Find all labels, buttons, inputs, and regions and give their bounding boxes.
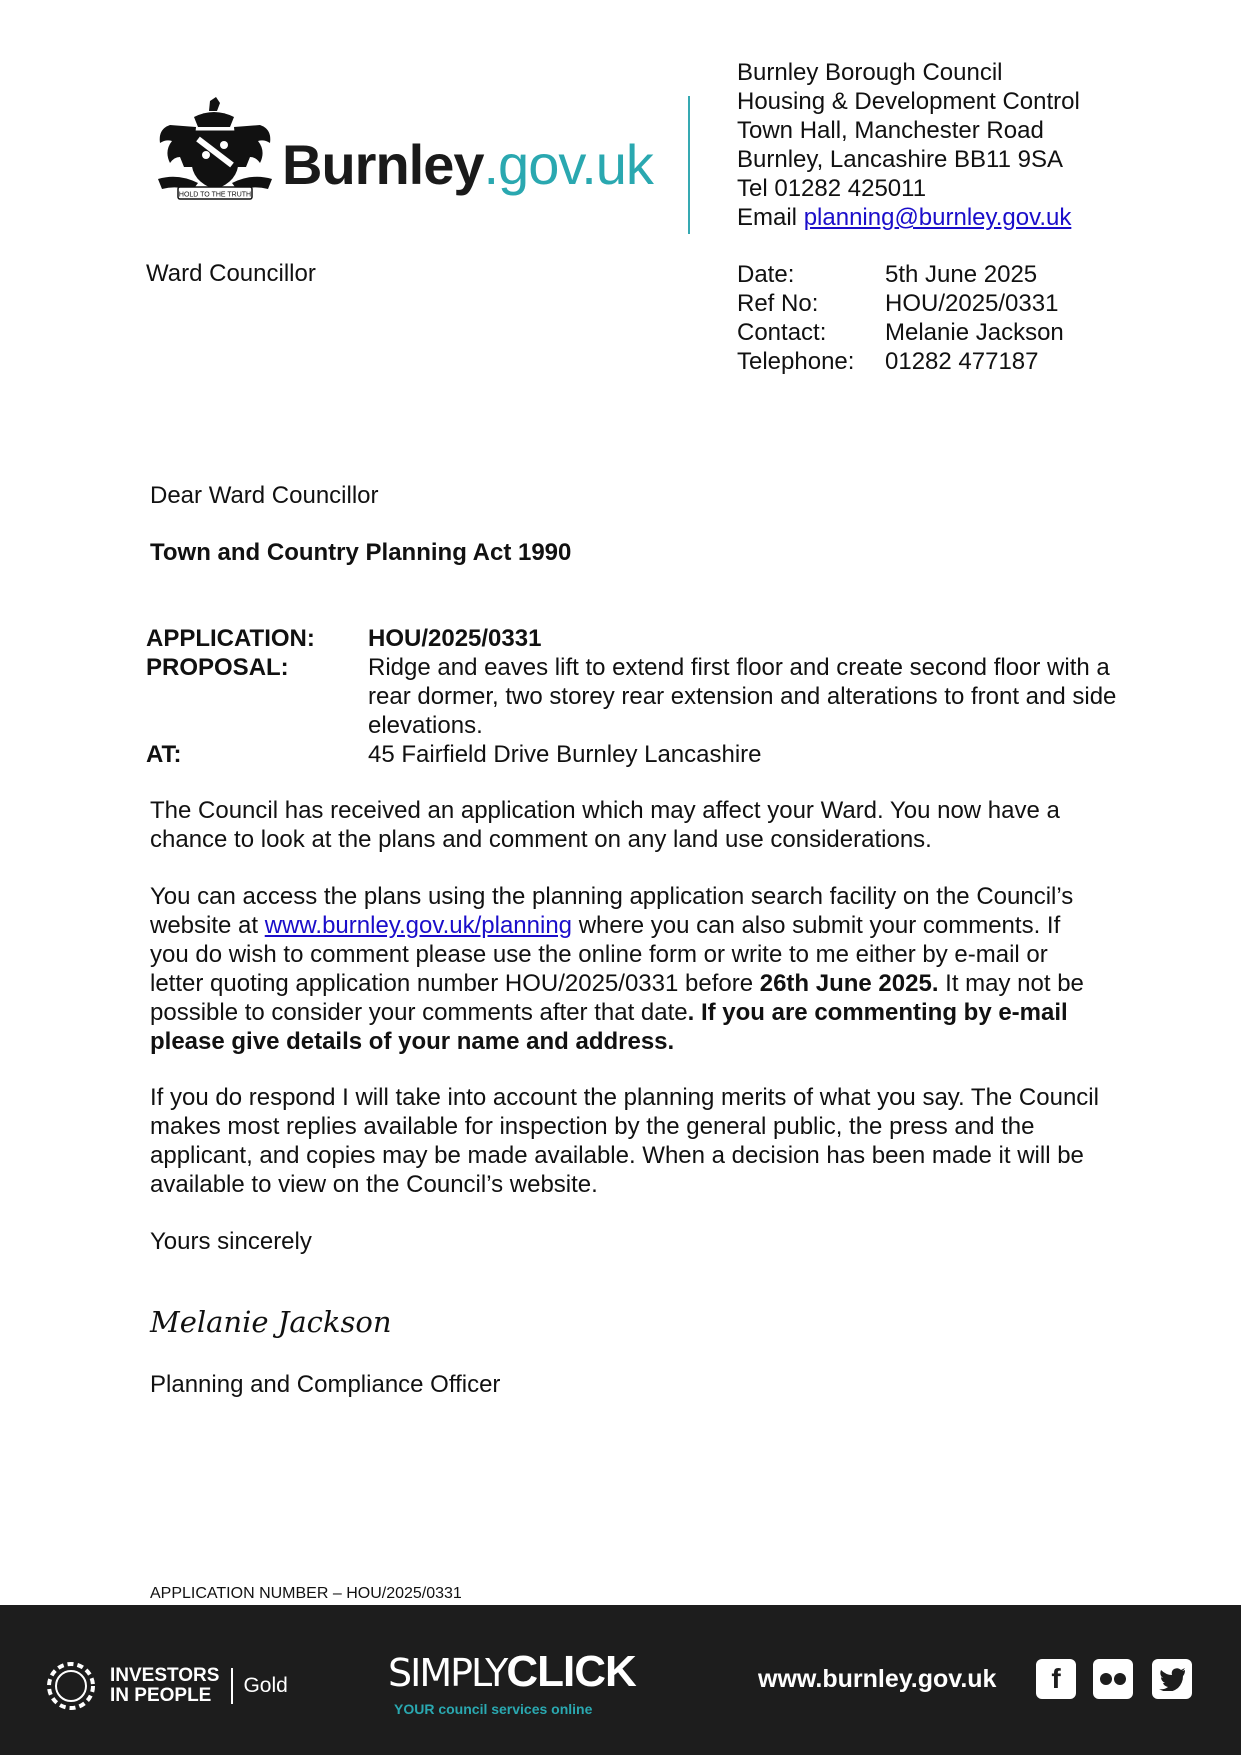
- paragraph-2-after-deadline: It may not be possible to consider your comments after that date: [150, 970, 1084, 1026]
- email-line: [737, 203, 1080, 232]
- address-line: Town Hall, Manchester Road: [737, 117, 1044, 144]
- flickr-icon[interactable]: [1093, 1659, 1133, 1699]
- address-line: Burnley Borough Council: [737, 59, 1003, 86]
- ref-label: Ref No:: [737, 290, 819, 317]
- simply-click-wordmark: [388, 1647, 636, 1697]
- paragraph-3: If you do respond I will take into account the planning merits of what you say. The Council makes most replies available for inspection by the general public, the press and the applicant, and copies may be made available. When a decision has been made it will be available to view on the Council’s website.: [150, 1084, 1099, 1198]
- ref-value: HOU/2025/0331: [885, 290, 1059, 317]
- council-address: [737, 58, 1080, 232]
- paragraph-2-intro: You can access the plans using the planning application search facility on the Council’s website at: [150, 883, 1074, 939]
- footer-bar: [0, 1605, 1241, 1755]
- telephone-value: 01282 477187: [885, 348, 1039, 375]
- application-details: [146, 624, 1146, 769]
- iip-level: Gold: [231, 1668, 287, 1704]
- twitter-bird-icon: [1158, 1667, 1186, 1691]
- date-label: Date:: [737, 261, 795, 288]
- email-label: Email: [737, 204, 798, 231]
- letter-meta: [737, 260, 1064, 376]
- simply-word: SIMPLY: [388, 1651, 507, 1695]
- paragraph-2: [150, 882, 1100, 1056]
- paragraph-1: The Council has received an application which may affect your Ward. You now have a chance to look at the plans and comment on any land use considerations.: [150, 797, 1060, 853]
- proposal-text: Ridge and eaves lift to extend first floor and create second floor with a rear dormer, two storey rear extension and alterations to front and side elevations.: [368, 654, 1117, 739]
- application-label: APPLICATION:: [146, 625, 315, 652]
- footer-application-number: APPLICATION NUMBER – HOU/2025/0331: [150, 1585, 462, 1602]
- address-line: Burnley, Lancashire BB11 9SA: [737, 146, 1063, 173]
- planning-website-link[interactable]: www.burnley.gov.uk/planning: [264, 912, 573, 939]
- click-word: CLICK: [506, 1647, 636, 1696]
- email-instructions: . If you are commenting by e-mail please give details of your name and address.: [150, 999, 1068, 1055]
- laurel-icon: [44, 1659, 98, 1713]
- email-link[interactable]: planning@burnley.gov.uk: [803, 204, 1072, 231]
- contact-label: Contact:: [737, 319, 827, 346]
- header-divider: [688, 96, 690, 234]
- iip-line-2: IN PEOPLE: [110, 1685, 212, 1706]
- crest-motto: HOLD TO THE TRUTH: [178, 191, 252, 199]
- telephone-label: Telephone:: [737, 348, 855, 375]
- paragraph-2-middle: where you can also submit your comments. If you do wish to comment please use the online form or write to me either by e-mail or letter quoting application number HOU/2025/0331 before: [150, 912, 1061, 997]
- recipient: Ward Councillor: [146, 260, 316, 287]
- comment-deadline: 26th June 2025.: [759, 970, 939, 997]
- signature: Melanie Jackson: [150, 1305, 392, 1339]
- simply-click-tagline: YOUR council services online: [394, 1701, 593, 1717]
- application-number: HOU/2025/0331: [368, 625, 542, 652]
- council-crest-icon: [150, 95, 280, 207]
- facebook-icon[interactable]: f: [1036, 1659, 1076, 1699]
- salutation: Dear Ward Councillor: [150, 482, 379, 509]
- twitter-icon[interactable]: [1152, 1659, 1192, 1699]
- footer-website[interactable]: www.burnley.gov.uk: [758, 1665, 997, 1693]
- logo-name: Burnley: [282, 133, 484, 196]
- closing: Yours sincerely: [150, 1228, 312, 1255]
- simply-click-logo: [388, 1639, 668, 1719]
- iip-line-1: INVESTORS: [110, 1665, 220, 1686]
- job-title: Planning and Compliance Officer: [150, 1371, 501, 1398]
- at-label: AT:: [146, 741, 182, 768]
- logo-domain: .gov.uk: [483, 133, 653, 196]
- act-heading: Town and Country Planning Act 1990: [150, 539, 572, 566]
- site-address: 45 Fairfield Drive Burnley Lancashire: [368, 741, 762, 768]
- proposal-label: PROPOSAL:: [146, 654, 289, 681]
- contact-value: Melanie Jackson: [885, 319, 1064, 346]
- iip-text: [110, 1666, 219, 1706]
- address-line: Housing & Development Control: [737, 88, 1080, 115]
- investors-in-people-badge: [44, 1659, 288, 1713]
- address-line: Tel 01282 425011: [737, 175, 927, 202]
- logo-wordmark: [282, 132, 653, 197]
- flickr-dots-icon: [1098, 1672, 1128, 1686]
- date-value: 5th June 2025: [885, 261, 1038, 288]
- burnley-logo: [150, 95, 660, 215]
